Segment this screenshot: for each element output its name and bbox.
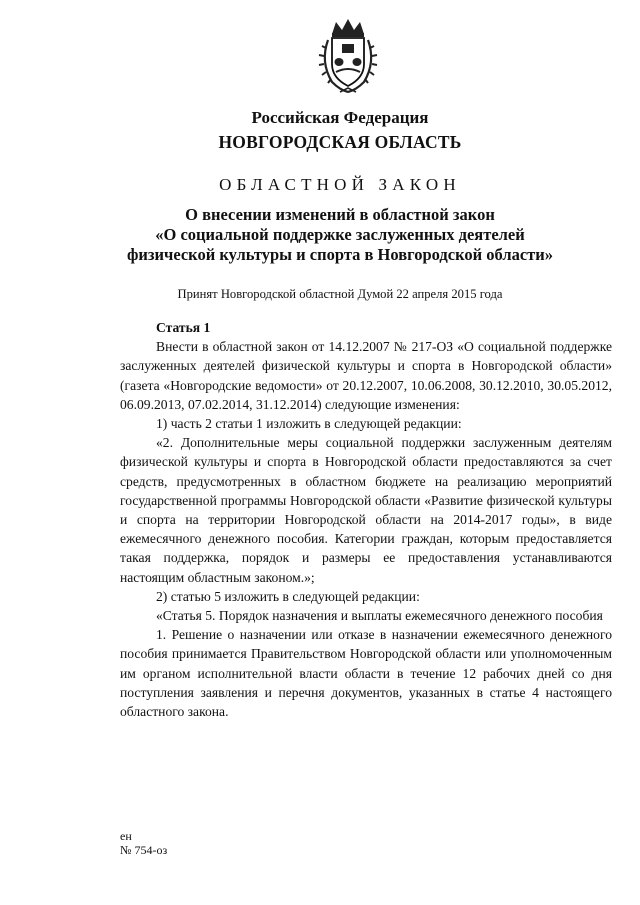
novgorod-coat-of-arms-emblem xyxy=(312,16,384,96)
law-title-line: физической культуры и спорта в Новгородской области» xyxy=(126,245,554,264)
law-title-line: О внесении изменений в областной закон xyxy=(185,205,495,224)
federation-heading: Российская Федерация xyxy=(251,108,429,127)
law-type-heading: ОБЛАСТНОЙ ЗАКОН xyxy=(219,175,461,194)
law-body xyxy=(120,318,612,721)
body-paragraph: «Статья 5. Порядок назначения и выплаты ежемесячного денежного пособия xyxy=(156,608,603,624)
law-title xyxy=(0,205,640,265)
body-paragraph: Внести в областной закон от 14.12.2007 № 217-ОЗ «О социальной поддержке заслуженных деятелей физической культуры и спорта в Новгородской области» (газета «Новгородские ведомости» от 20.12.2007, 10.06.2008, 30.12.2010, 30.05.2012, 06.09.2013, 07.02.2014, 31.12.2014) следующие изменения: xyxy=(120,339,612,412)
body-paragraph: 1) часть 2 статьи 1 изложить в следующей редакции: xyxy=(156,416,462,432)
footer-initials: ен xyxy=(120,829,132,843)
law-title-line: «О социальной поддержке заслуженных деятелей xyxy=(155,225,525,244)
document-footer xyxy=(120,829,167,857)
body-paragraph: «2. Дополнительные меры социальной поддержки заслуженным деятелям физической культуры и спорта в Новгородской области предоставляются за счет средств, предусмотренных в областном бюджете на реализацию мероприятий государственной программы Новгородской области «Развитие физической культуры и спорта на территории Новгородской области на 2014-2017 годы», в виде ежемесячного денежного пособия. Категории граждан, которым предоставляется такая поддержка, порядок и размеры ее предоставления устанавливаются настоящим областным законом.»; xyxy=(120,435,612,585)
body-paragraph: 1. Решение о назначении или отказе в назначении ежемесячного денежного пособия принимается Правительством Новгородской области или уполномоченным им органом исполнительной власти области в течение 12 рабочих дней со дня поступления заявления и перечня документов, указанных в статье 4 настоящего областного закона. xyxy=(120,627,612,720)
region-heading: НОВГОРОДСКАЯ ОБЛАСТЬ xyxy=(218,132,462,152)
article-heading: Статья 1 xyxy=(156,320,211,335)
footer-document-number: № 754-оз xyxy=(120,843,168,857)
adoption-note: Принят Новгородской областной Думой 22 апреля 2015 года xyxy=(177,287,503,301)
body-paragraph: 2) статью 5 изложить в следующей редакции: xyxy=(156,588,420,604)
